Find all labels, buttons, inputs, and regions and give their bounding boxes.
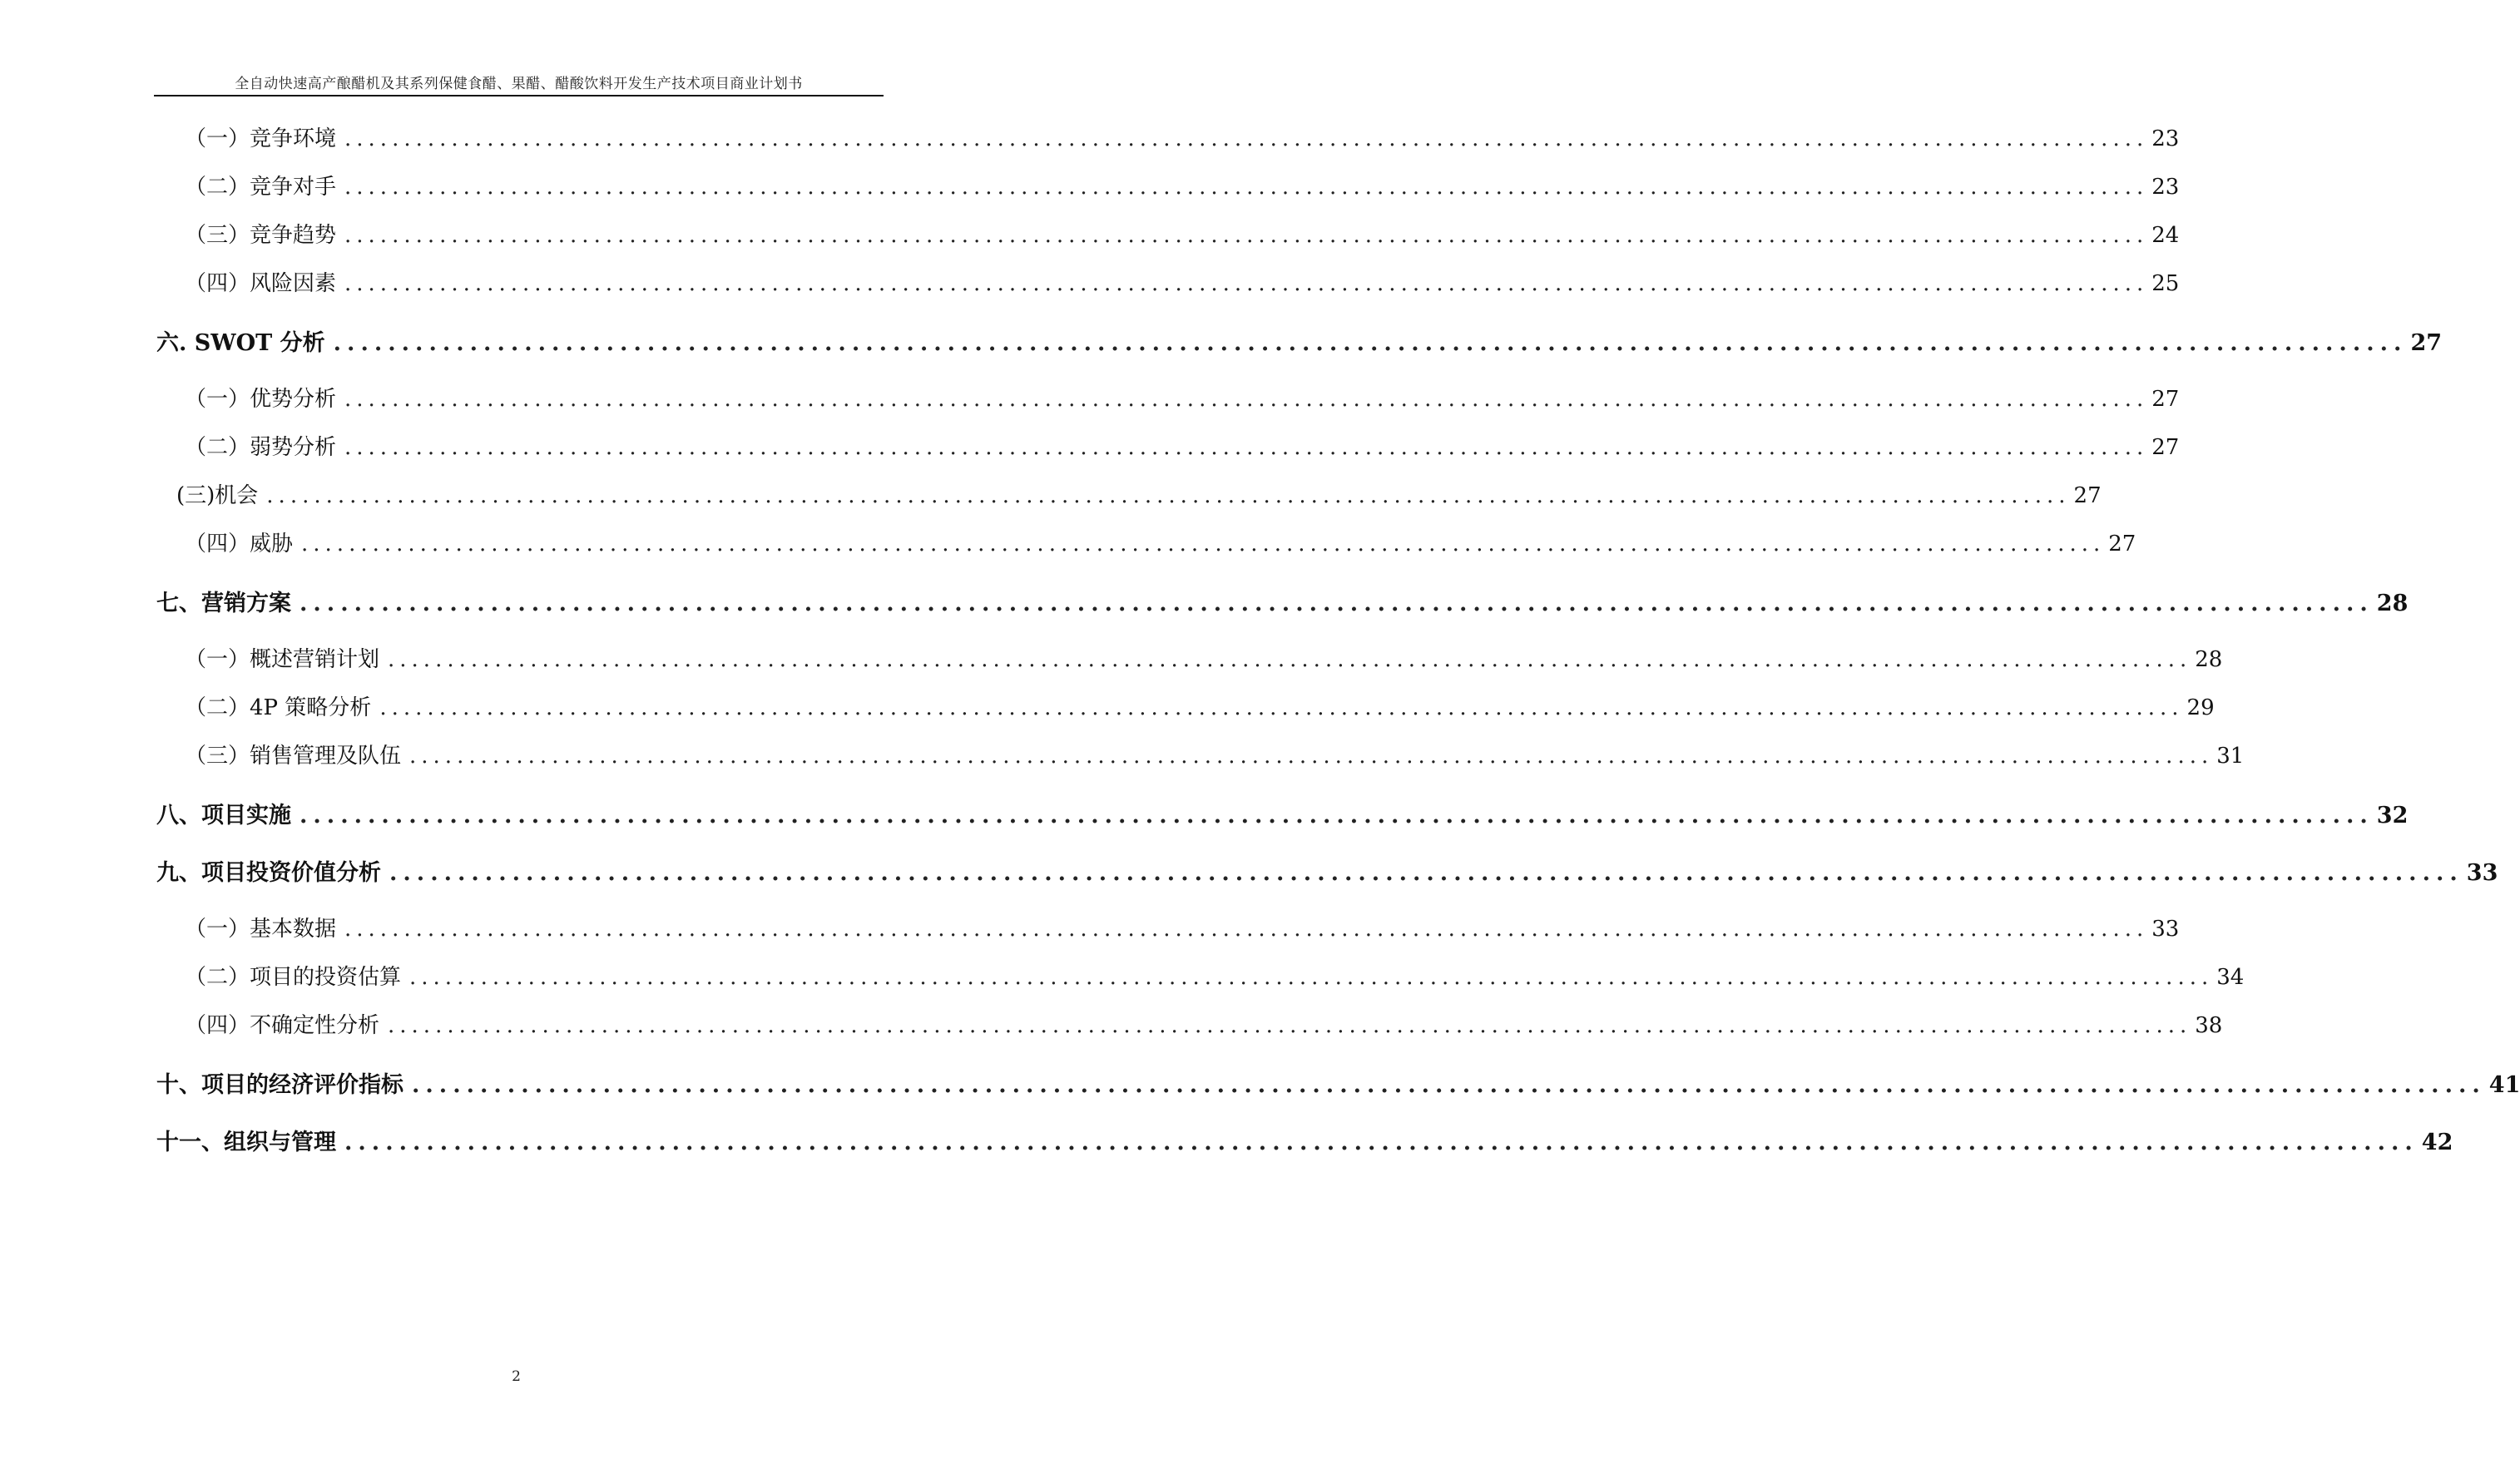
toc-page-number: 38 (2195, 1013, 2223, 1038)
toc-page-number: 27 (2410, 330, 2443, 356)
toc-page-number: 27 (2073, 483, 2102, 508)
toc-section-label: 十、项目的经济评价指标 (156, 1072, 403, 1098)
toc-entry-threats[interactable] (185, 527, 2136, 557)
toc-entry-risk-factors[interactable] (185, 266, 2180, 297)
dot-leader: ........................................................................................................................................................ (409, 965, 2214, 990)
toc-entry-strengths[interactable] (185, 382, 2180, 413)
toc-entry-uncertainty-analysis[interactable] (185, 1008, 2223, 1039)
toc-entry-label: （四）威胁 (185, 532, 294, 556)
running-header: 全自动快速高产酿醋机及其系列保健食醋、果醋、醋酸饮料开发生产技术项目商业计划书 (235, 76, 803, 92)
toc-entry-label: （一）概述营销计划 (185, 647, 380, 672)
toc-entry-label: （三）竞争趋势 (185, 223, 337, 248)
toc-entry-label: （二）4P 策略分析 (185, 695, 372, 720)
toc-page-number: 28 (2195, 647, 2223, 672)
toc-page-number: 42 (2421, 1130, 2453, 1155)
toc-page-number: 27 (2151, 435, 2180, 460)
toc-entry-label: （一）基本数据 (185, 917, 337, 942)
toc-entry-marketing-overview[interactable] (185, 642, 2223, 673)
toc-page-number: 33 (2151, 917, 2180, 942)
toc-page-number: 34 (2216, 965, 2245, 990)
toc-entry-competition-trend[interactable] (185, 218, 2180, 249)
dot-leader: ........................................................................................................................................................ (344, 435, 2149, 460)
toc-page-number: 24 (2151, 223, 2180, 248)
toc-section-organization[interactable] (156, 1124, 2453, 1156)
toc-page-number: 29 (2186, 695, 2215, 720)
toc-entry-competition-environment[interactable] (185, 121, 2180, 152)
dot-leader: ........................................................................................................................................................ (388, 647, 2192, 672)
toc-page-number: 28 (2376, 591, 2409, 616)
dot-leader: ........................................................................................................................................................ (388, 1013, 2192, 1038)
toc-page-number: 33 (2466, 860, 2498, 886)
toc-entry-label: （三）销售管理及队伍 (185, 744, 402, 769)
toc-page-number: 32 (2376, 803, 2409, 828)
toc-section-label: 九、项目投资价值分析 (156, 860, 381, 886)
dot-leader: ........................................................................................................................................................ (344, 387, 2149, 412)
toc-page-number: 27 (2108, 532, 2136, 556)
dot-leader: ........................................................................................................................................................ (379, 695, 2184, 720)
toc-entry-weaknesses[interactable] (185, 430, 2180, 461)
toc-entry-investment-estimate[interactable] (185, 960, 2245, 991)
toc-entry-label: （二）项目的投资估算 (185, 965, 402, 990)
toc-entry-label: （一）竞争环境 (185, 126, 337, 151)
page-number: 2 (512, 1368, 521, 1385)
toc-section-swot[interactable] (156, 324, 2443, 357)
toc-entry-competitors[interactable] (185, 170, 2180, 200)
toc-entry-label: （一）优势分析 (185, 387, 337, 412)
dot-leader: ........................................................................................................................................................ (266, 483, 2071, 508)
toc-entry-sales-management[interactable] (185, 739, 2245, 769)
dot-leader: ........................................................................................................................................................ (300, 591, 2374, 616)
toc-page-number: 27 (2151, 387, 2180, 412)
toc-entry-label: （四）风险因素 (185, 271, 337, 296)
dot-leader: ........................................................................................................................................................ (389, 860, 2463, 886)
dot-leader: ........................................................................................................................................................ (344, 1130, 2419, 1155)
toc-entry-label: （二）竞争对手 (185, 175, 337, 200)
dot-leader: ........................................................................................................................................................ (344, 126, 2149, 151)
toc-entry-4p-strategy[interactable] (185, 690, 2215, 721)
toc-section-investment-value[interactable] (156, 854, 2498, 887)
dot-leader: ........................................................................................................................................................ (409, 744, 2214, 769)
toc-entry-label: (三)机会 (176, 483, 259, 508)
toc-page-number: 41 (2488, 1072, 2520, 1098)
toc-section-marketing[interactable] (156, 585, 2409, 617)
dot-leader: ........................................................................................................................................................ (344, 175, 2149, 200)
toc-section-label: 六. SWOT 分析 (156, 330, 325, 356)
dot-leader: ........................................................................................................................................................ (344, 223, 2149, 248)
dot-leader: ........................................................................................................................................................ (301, 532, 2106, 556)
toc-page-number: 25 (2151, 271, 2180, 296)
toc-section-implementation[interactable] (156, 797, 2409, 829)
toc-entry-basic-data[interactable] (185, 912, 2180, 942)
dot-leader: ........................................................................................................................................................ (412, 1072, 2486, 1098)
toc-section-label: 十一、组织与管理 (156, 1130, 336, 1155)
toc-page-number: 23 (2151, 126, 2180, 151)
toc-entry-label: （二）弱势分析 (185, 435, 337, 460)
dot-leader: ........................................................................................................................................................ (300, 803, 2374, 828)
toc-section-label: 八、项目实施 (156, 803, 291, 828)
toc-entry-label: （四）不确定性分析 (185, 1013, 380, 1038)
toc-section-label: 七、营销方案 (156, 591, 291, 616)
dot-leader: ........................................................................................................................................................ (333, 330, 2408, 356)
toc-page-number: 23 (2151, 175, 2180, 200)
toc-page-number: 31 (2216, 744, 2245, 769)
dot-leader: ........................................................................................................................................................ (344, 271, 2149, 296)
dot-leader: ........................................................................................................................................................ (344, 917, 2149, 942)
toc-section-economic-indicators[interactable] (156, 1066, 2520, 1099)
toc-entry-opportunities[interactable] (176, 478, 2102, 509)
